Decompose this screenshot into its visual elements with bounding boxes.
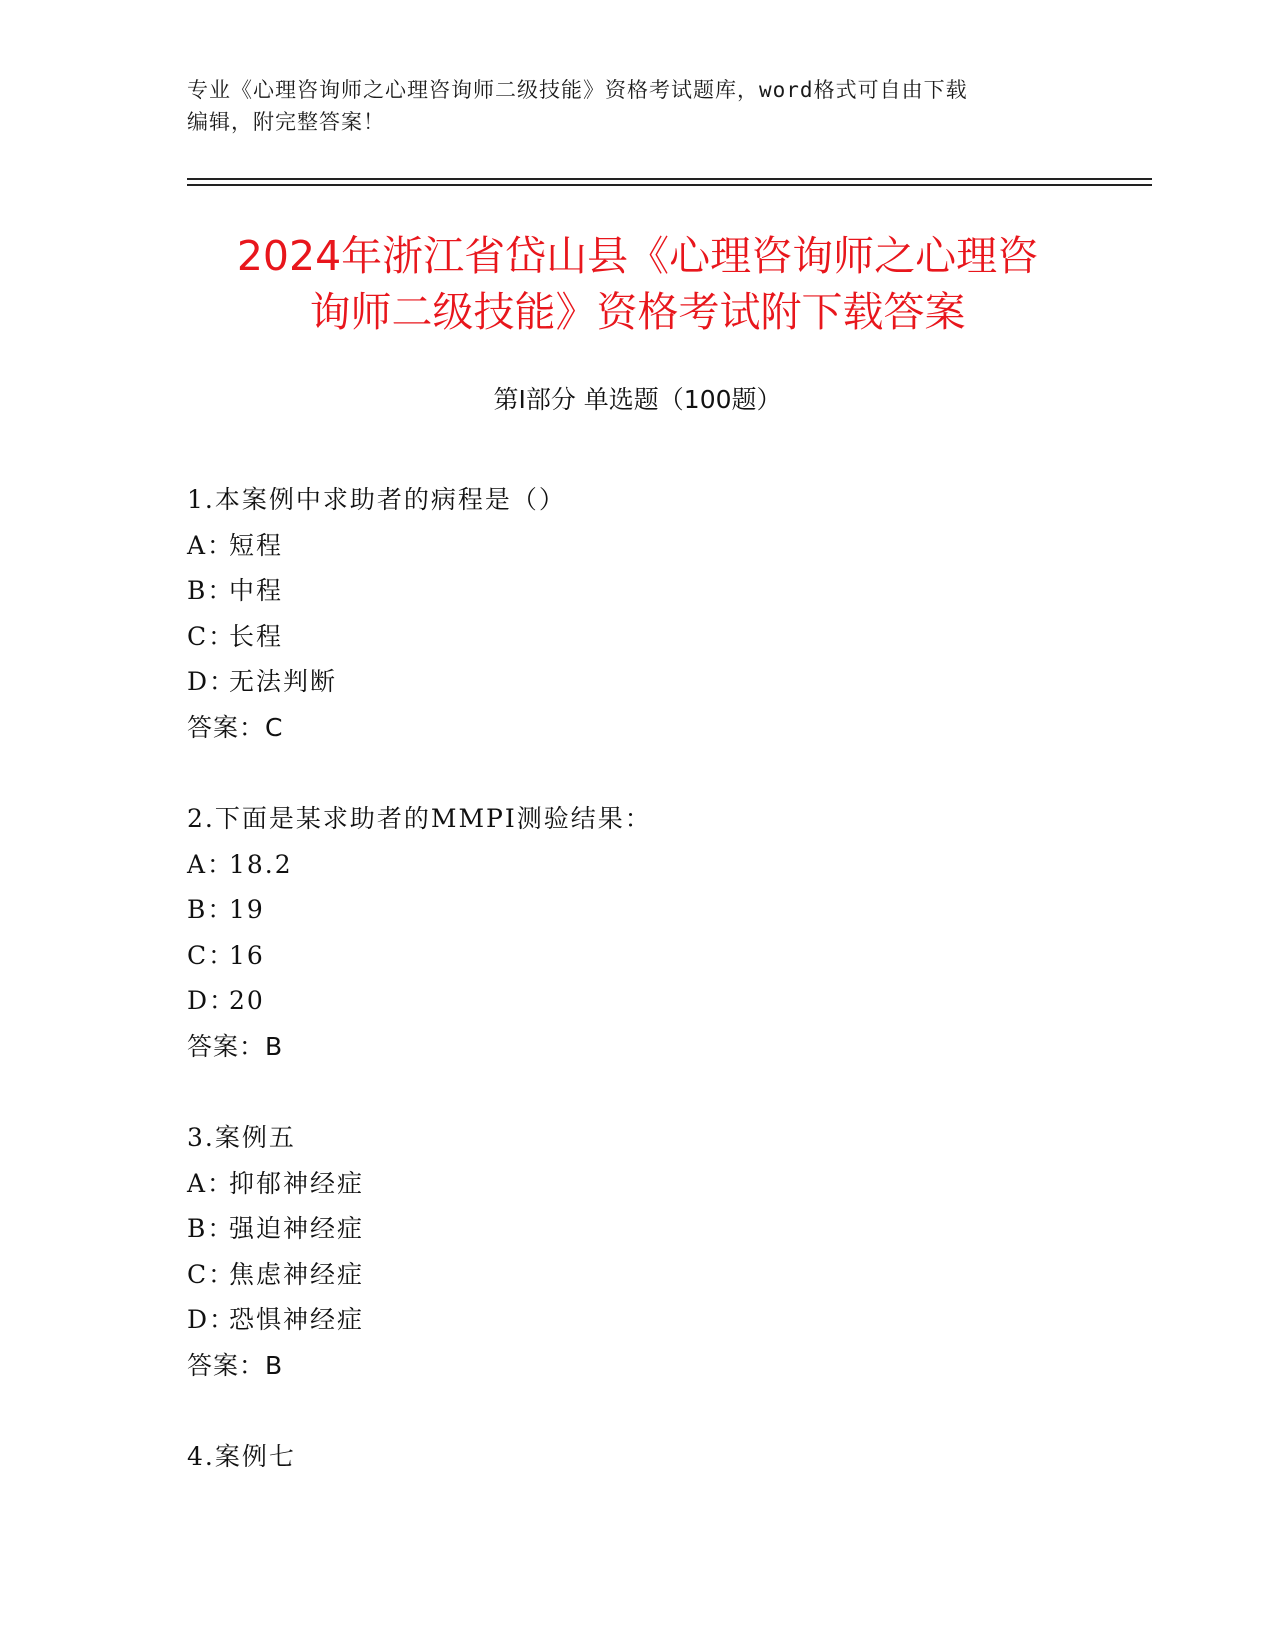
document-title-line-2: 询师二级技能》资格考试附下载答案 <box>309 288 966 336</box>
option-b <box>187 1206 1087 1252</box>
header-divider-top <box>187 178 1152 180</box>
option-key: D： <box>187 1305 237 1334</box>
question-4 <box>187 1434 1087 1480</box>
document-title <box>140 228 1135 340</box>
option-text: 16 <box>229 940 265 970</box>
answer: 答案：B <box>187 1031 284 1061</box>
question-3 <box>187 1115 1087 1388</box>
option-key: B： <box>187 576 235 605</box>
header-note-line-2: 编辑，附完整答案！ <box>187 110 385 134</box>
option-text: 中程 <box>229 576 284 605</box>
question-stem: 2.下面是某求助者的MMPI测验结果： <box>187 804 652 833</box>
question-stem: 4.案例七 <box>187 1442 296 1471</box>
option-text: 抑郁神经症 <box>229 1168 365 1198</box>
option-a <box>187 1161 1087 1207</box>
question-2 <box>187 796 1087 1069</box>
option-text: 无法判断 <box>229 667 338 696</box>
option-text: 强迫神经症 <box>229 1214 365 1243</box>
answer: 答案：C <box>187 712 284 742</box>
option-key: D： <box>187 986 237 1015</box>
section-title: 第Ⅰ部分 单选题（100题） <box>493 385 782 414</box>
question-list <box>187 477 1087 1526</box>
header-note <box>187 74 1087 138</box>
answer: 答案：B <box>187 1350 284 1380</box>
header-divider-bottom <box>187 184 1152 186</box>
option-a <box>187 523 1087 569</box>
option-text: 18.2 <box>229 849 293 879</box>
question-stem: 1.本案例中求助者的病程是（） <box>187 485 566 514</box>
option-key: B： <box>187 1214 235 1243</box>
option-text: 长程 <box>229 621 284 651</box>
option-key: A： <box>187 1168 235 1198</box>
option-text: 恐惧神经症 <box>229 1305 365 1334</box>
question-1 <box>187 477 1087 750</box>
option-a <box>187 842 1087 888</box>
option-d <box>187 1297 1087 1343</box>
option-b <box>187 568 1087 614</box>
option-text: 19 <box>229 895 265 924</box>
option-key: C： <box>187 1259 236 1289</box>
option-key: A： <box>187 530 235 560</box>
document-title-line-1: 2024年浙江省岱山县《心理咨询师之心理咨 <box>236 232 1039 280</box>
option-key: A： <box>187 849 235 879</box>
option-text: 短程 <box>229 530 284 560</box>
option-key: C： <box>187 940 236 970</box>
option-c <box>187 1252 1087 1298</box>
option-key: B： <box>187 895 235 924</box>
option-d <box>187 978 1087 1024</box>
header-note-line-1: 专业《心理咨询师之心理咨询师二级技能》资格考试题库，word格式可自由下载 <box>187 78 968 102</box>
option-key: D： <box>187 667 237 696</box>
option-key: C： <box>187 621 236 651</box>
option-c <box>187 933 1087 979</box>
option-d <box>187 659 1087 705</box>
option-c <box>187 614 1087 660</box>
question-stem: 3.案例五 <box>187 1123 296 1152</box>
option-text: 20 <box>229 986 265 1015</box>
option-b <box>187 887 1087 933</box>
option-text: 焦虑神经症 <box>229 1259 365 1289</box>
